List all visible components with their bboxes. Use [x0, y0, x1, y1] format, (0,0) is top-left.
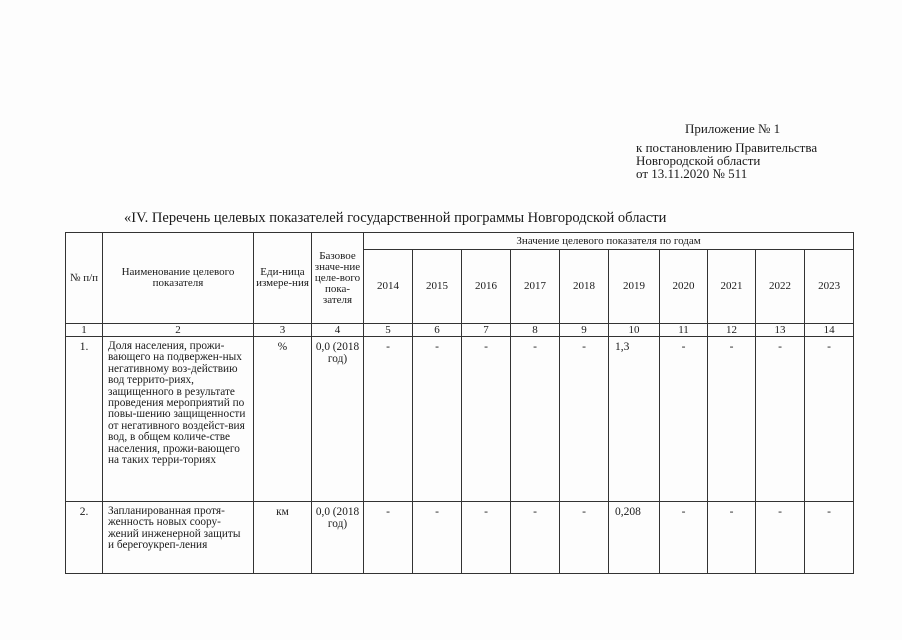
column-number: 6: [413, 324, 462, 337]
year-value: -: [756, 337, 805, 502]
column-number: 3: [254, 324, 312, 337]
header-year: 2015: [413, 250, 462, 324]
header-year: 2017: [511, 250, 560, 324]
year-value: -: [560, 502, 609, 574]
indicator-name: Доля населения, прожи-вающего на подвержен-ных негативному воз-действию вод террито-риях, защищенного в результате проведения мероприятий по повы-шению защищенности от негативного воздейст-вия вод, в общем количе-стве населения, прожи-вающего на таких терри-ториях: [103, 337, 254, 502]
header-year: 2019: [609, 250, 660, 324]
appendix-line: Новгородской области: [636, 153, 761, 168]
section-heading: «IV. Перечень целевых показателей государственной программы Новгородской области: [124, 210, 667, 226]
header-year: 2022: [756, 250, 805, 324]
column-number: 4: [312, 324, 364, 337]
year-value: 1,3: [609, 337, 660, 502]
header-years-group: Значение целевого показателя по годам: [364, 233, 854, 250]
column-number: 5: [364, 324, 413, 337]
year-value: -: [413, 337, 462, 502]
appendix-reference: [636, 141, 817, 180]
year-value: -: [560, 337, 609, 502]
header-base: Базовое значе-ние целе-вого пока-зателя: [312, 233, 364, 324]
column-number: 11: [660, 324, 708, 337]
table-row: [66, 502, 854, 574]
year-value: -: [756, 502, 805, 574]
column-number: 10: [609, 324, 660, 337]
year-value: -: [660, 502, 708, 574]
base-value: 0,0 (2018 год): [312, 502, 364, 574]
year-value: -: [660, 337, 708, 502]
year-value: -: [708, 502, 756, 574]
year-value: -: [462, 337, 511, 502]
year-value: -: [708, 337, 756, 502]
unit: %: [254, 337, 312, 502]
header-year: 2020: [660, 250, 708, 324]
year-value: -: [805, 502, 854, 574]
header-unit: Еди-ница измере-ния: [254, 233, 312, 324]
row-number: 2.: [66, 502, 103, 574]
column-number: 2: [103, 324, 254, 337]
header-year: 2016: [462, 250, 511, 324]
column-number-row: [66, 324, 854, 337]
header-year: 2014: [364, 250, 413, 324]
appendix-title: Приложение № 1: [685, 121, 781, 136]
appendix-line: от 13.11.2020 № 511: [636, 166, 748, 181]
year-value: -: [511, 337, 560, 502]
header-num: № п/п: [66, 233, 103, 324]
year-value: -: [364, 337, 413, 502]
target-indicators-table: [65, 232, 854, 574]
header-year: 2018: [560, 250, 609, 324]
year-value: -: [364, 502, 413, 574]
year-value: 0,208: [609, 502, 660, 574]
column-number: 12: [708, 324, 756, 337]
appendix-line: к постановлению Правительства: [636, 140, 818, 155]
year-value: -: [413, 502, 462, 574]
column-number: 13: [756, 324, 805, 337]
header-name: Наименование целевого показателя: [103, 233, 254, 324]
unit: км: [254, 502, 312, 574]
base-value: 0,0 (2018 год): [312, 337, 364, 502]
column-number: 8: [511, 324, 560, 337]
indicator-name: Запланированная протя-женность новых соору-жений инженерной защиты и берегоукреп-ления: [103, 502, 254, 574]
column-number: 7: [462, 324, 511, 337]
column-number: 9: [560, 324, 609, 337]
column-number: 1: [66, 324, 103, 337]
header-year: 2021: [708, 250, 756, 324]
year-value: -: [511, 502, 560, 574]
year-value: -: [805, 337, 854, 502]
row-number: 1.: [66, 337, 103, 502]
table-row: [66, 337, 854, 502]
column-number: 14: [805, 324, 854, 337]
year-value: -: [462, 502, 511, 574]
header-year: 2023: [805, 250, 854, 324]
